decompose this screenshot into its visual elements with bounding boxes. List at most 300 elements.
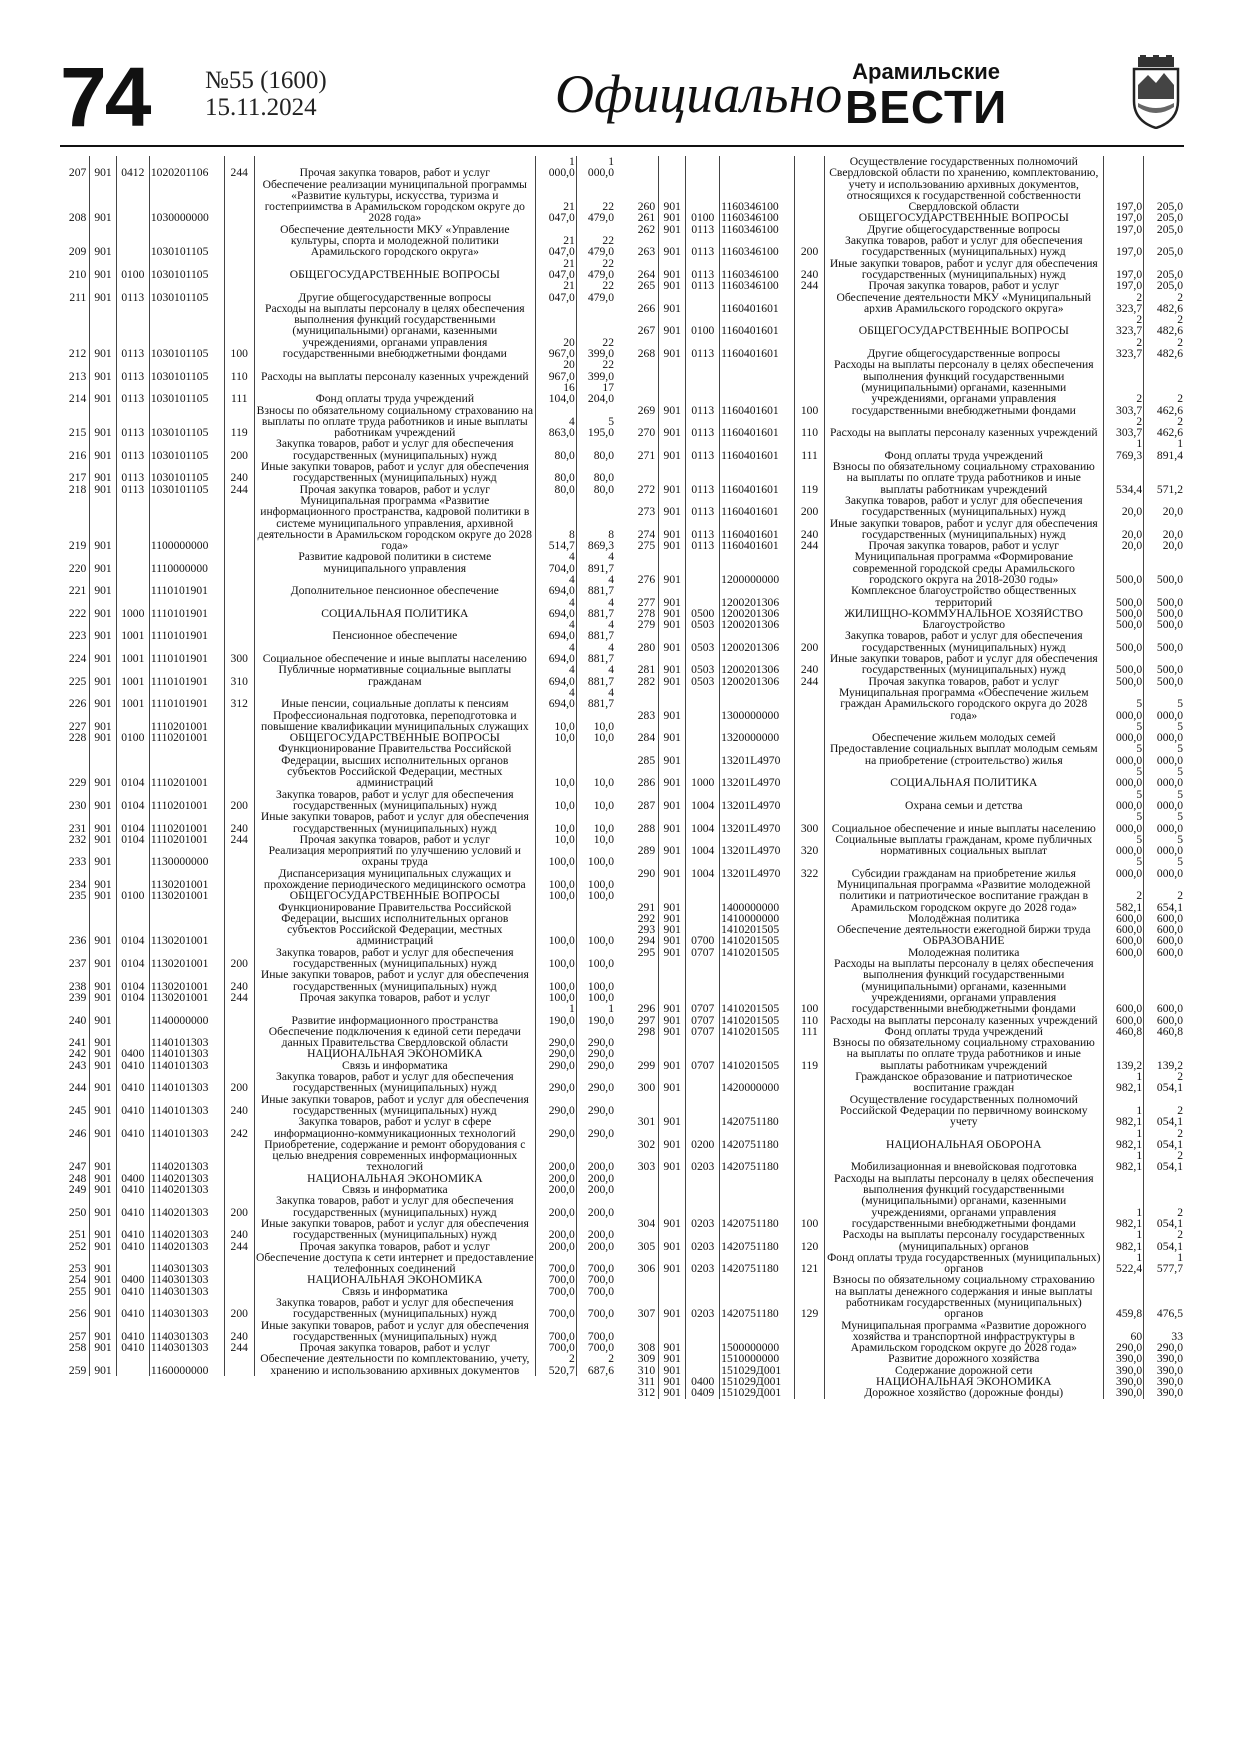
expense-type-code <box>224 1184 254 1195</box>
amount-2027: 5 000,0 <box>1144 811 1184 834</box>
section-code <box>116 224 149 258</box>
row-number: 237 <box>68 957 87 970</box>
section-code: 0113 <box>116 382 149 405</box>
section-code: 0104 <box>116 811 149 834</box>
expense-name: Иные пенсии, социальные доплаты к пенсиям <box>254 687 535 710</box>
amount-2026: 80,0 <box>536 438 577 461</box>
section-code: 0113 <box>116 461 149 484</box>
newspaper-logo <box>845 59 1008 133</box>
section-code <box>116 1003 149 1026</box>
amount-2026: 200,0 <box>536 1195 577 1218</box>
expense-type-code <box>795 743 824 766</box>
admin-code: 901 <box>659 834 686 857</box>
target-article-code: 1140301303 <box>149 1342 224 1353</box>
section-title: Официально <box>555 64 843 124</box>
admin-code: 901 <box>659 258 686 281</box>
expense-type-code <box>224 902 254 947</box>
section-code <box>686 156 720 212</box>
table-row <box>60 1320 615 1343</box>
target-article-code: 151029Д001 <box>720 1365 795 1376</box>
expense-type-code: 244 <box>224 992 254 1003</box>
table-row <box>627 834 1184 857</box>
section-code: 0113 <box>686 258 720 281</box>
target-article-code: 1160346100 <box>720 258 795 281</box>
row-number: 279 <box>637 619 656 631</box>
amount-2026: 197,0 <box>1103 258 1143 281</box>
target-article-code: 1420751180 <box>720 1128 795 1151</box>
admin-code: 901 <box>90 484 116 495</box>
logo-top-text: Арамильские <box>852 59 1000 84</box>
admin-code: 901 <box>659 879 686 913</box>
admin-code: 901 <box>90 1241 116 1252</box>
page-header <box>60 50 1190 145</box>
expense-type-code: 200 <box>795 630 824 653</box>
amount-2026: 2 323,7 <box>1103 337 1143 360</box>
expense-type-code <box>224 743 254 788</box>
table-row <box>627 212 1184 223</box>
table-row <box>60 868 615 891</box>
expense-type-code <box>224 1353 254 1376</box>
target-article-code: 1030101105 <box>149 438 224 461</box>
table-row <box>627 1353 1184 1364</box>
admin-code: 901 <box>659 743 686 766</box>
section-code: 0203 <box>686 1150 720 1173</box>
section-code <box>686 1094 720 1128</box>
expense-name: Прочая закупка товаров, работ и услуг <box>254 1342 535 1353</box>
table-row <box>60 947 615 970</box>
section-code: 1001 <box>116 687 149 710</box>
table-row <box>627 1094 1184 1128</box>
expense-name: Обеспечение деятельности МКУ «Муниципальный архив Арамильского городского округа» <box>824 292 1103 315</box>
row-number: 211 <box>69 290 87 303</box>
row-number: 262 <box>637 223 656 236</box>
row-number: 248 <box>68 1172 87 1185</box>
target-article-code: 1110201001 <box>149 789 224 812</box>
expense-name: Фонд оплаты труда учреждений <box>254 382 535 405</box>
table-row <box>60 1003 615 1026</box>
row-number: 271 <box>637 448 656 462</box>
admin-code: 901 <box>659 1026 686 1037</box>
table-row <box>60 1274 615 1285</box>
section-code <box>686 879 720 913</box>
issue-info <box>205 67 327 121</box>
expense-type-code <box>795 1387 824 1398</box>
expense-name: Прочая закупка товаров, работ и услуг <box>254 834 535 845</box>
target-article-code: 1140301303 <box>149 1274 224 1285</box>
section-code: 0203 <box>686 1274 720 1319</box>
target-article-code: 1030101105 <box>149 280 224 303</box>
expense-name: Дополнительное пенсионное обеспечение <box>254 574 535 597</box>
admin-code: 901 <box>659 212 686 223</box>
admin-code: 901 <box>90 438 116 461</box>
amount-2026: 700,0 <box>536 1297 577 1320</box>
amount-2027: 5 000,0 <box>1144 789 1184 812</box>
expense-type-code <box>224 732 254 743</box>
target-article-code: 151029Д001 <box>720 1387 795 1398</box>
amount-2027: 500,0 <box>1144 608 1184 619</box>
amount-2027: 100,0 <box>576 992 615 1003</box>
amount-2026: 5 000,0 <box>1103 721 1143 744</box>
admin-code: 901 <box>90 992 116 1003</box>
amount-2026: 460,8 <box>1103 1026 1143 1037</box>
expense-type-code <box>224 1026 254 1049</box>
target-article-code: 1030101105 <box>149 405 224 439</box>
row-number: 268 <box>637 347 656 360</box>
amount-2026: 5 000,0 <box>1103 687 1143 721</box>
amount-2026: 80,0 <box>536 484 577 495</box>
expense-name: ОБЩЕГОСУДАРСТВЕННЫЕ ВОПРОСЫ <box>824 212 1103 223</box>
issue-number: №55 (1600) <box>205 67 327 94</box>
amount-2026: 100,0 <box>536 947 577 970</box>
amount-2026: 600,0 <box>1103 958 1143 1014</box>
amount-2026: 600,0 <box>1103 913 1143 924</box>
row-number: 290 <box>637 866 656 879</box>
expense-name: Расходы на выплаты персоналу казенных учреждений <box>254 359 535 382</box>
table-row <box>60 890 615 901</box>
target-article-code: 1160346100 <box>720 235 795 258</box>
expense-type-code: 240 <box>795 653 824 676</box>
expense-type-code: 121 <box>795 1252 824 1275</box>
admin-code: 901 <box>659 280 686 291</box>
amount-2026: 2 323,7 <box>1103 292 1143 315</box>
section-code: 0100 <box>116 732 149 743</box>
admin-code: 901 <box>659 947 686 958</box>
expense-type-code: 244 <box>795 676 824 687</box>
section-code <box>116 845 149 868</box>
target-article-code: 1400000000 <box>720 879 795 913</box>
section-code: 0503 <box>686 676 720 687</box>
amount-2026: 600,0 <box>1103 924 1143 935</box>
amount-2027: 22 399,0 <box>576 359 615 382</box>
amount-2026: 60 290,0 <box>1103 1320 1143 1354</box>
expense-name: Расходы на выплаты персоналу в целях обеспечения выполнения функций государственными (муниципальными) органами, казенными учреждениями, органами управления государственными внебюджетными фондами <box>824 1173 1103 1229</box>
admin-code: 901 <box>90 1297 116 1320</box>
expense-name: Муниципальная программа «Развитие молодежной политики и патриотическое воспитание граждан в Арамильском городском округе до 2028 года» <box>824 879 1103 913</box>
admin-code: 901 <box>659 1094 686 1128</box>
expense-type-code <box>795 212 824 223</box>
table-row <box>60 1173 615 1184</box>
table-row <box>60 732 615 743</box>
table-row <box>627 856 1184 879</box>
expense-type-code <box>224 1286 254 1297</box>
table-row <box>627 551 1184 585</box>
target-article-code: 1140201303 <box>149 1241 224 1252</box>
amount-2027: 5 195,0 <box>576 405 615 439</box>
admin-code: 901 <box>90 1195 116 1218</box>
amount-2027: 200,0 <box>576 1173 615 1184</box>
table-row <box>60 405 615 439</box>
amount-2027: 10,0 <box>576 811 615 834</box>
amount-2026: 600,0 <box>1103 947 1143 958</box>
section-code: 0100 <box>116 890 149 901</box>
admin-code: 901 <box>659 1274 686 1319</box>
table-row <box>60 1286 615 1297</box>
section-code: 0410 <box>116 1297 149 1320</box>
target-article-code: 1420751180 <box>720 1150 795 1173</box>
row-number: 286 <box>637 776 656 789</box>
admin-code: 901 <box>90 1060 116 1071</box>
amount-2027: 5 000,0 <box>1144 721 1184 744</box>
amount-2026: 200,0 <box>536 1173 577 1184</box>
expense-type-code: 240 <box>224 1320 254 1343</box>
target-article-code: 1110201001 <box>149 710 224 733</box>
table-row <box>627 608 1184 619</box>
target-article-code: 1140101303 <box>149 1026 224 1049</box>
table-row <box>60 1184 615 1195</box>
section-code: 0104 <box>116 834 149 845</box>
amount-2027: 500,0 <box>1144 551 1184 585</box>
row-number: 247 <box>68 1160 87 1173</box>
section-code <box>116 1139 149 1173</box>
amount-2026: 1 982,1 <box>1103 1173 1143 1229</box>
target-article-code: 1420751180 <box>720 1094 795 1128</box>
row-number: 278 <box>637 607 656 620</box>
expense-type-code: 100 <box>795 958 824 1014</box>
target-article-code: 1410201505 <box>720 1015 795 1026</box>
section-code: 0113 <box>116 405 149 439</box>
row-number: 274 <box>637 527 656 541</box>
amount-2027: 4 881,7 <box>576 597 615 620</box>
expense-name: Иные закупки товаров, работ и услуг для обеспечения государственных (муниципальных) нужд <box>824 653 1103 676</box>
target-article-code: 1410201505 <box>720 1037 795 1071</box>
section-code <box>686 721 720 744</box>
section-code: 0113 <box>686 337 720 360</box>
amount-2027: 80,0 <box>576 461 615 484</box>
row-number: 296 <box>637 1002 656 1015</box>
section-code: 0410 <box>116 1218 149 1241</box>
section-code: 0203 <box>686 1173 720 1229</box>
target-article-code: 1030101105 <box>149 382 224 405</box>
expense-name: Закупка товаров, работ и услуг в сфере информационно-коммуникационных технологий <box>254 1116 535 1139</box>
table-row <box>60 992 615 1003</box>
amount-2026: 10,0 <box>536 811 577 834</box>
expense-name: Взносы по обязательному социальному страхованию на выплаты по оплате труда работников и иные выплаты работникам учреждений <box>254 405 535 439</box>
expense-name: СОЦИАЛЬНАЯ ПОЛИТИКА <box>254 597 535 620</box>
row-number: 289 <box>637 844 656 857</box>
row-number: 294 <box>637 935 656 947</box>
target-article-code: 151029Д001 <box>720 1376 795 1387</box>
amount-2026: 600,0 <box>1103 935 1143 946</box>
expense-name: Прочая закупка товаров, работ и услуг <box>254 1241 535 1252</box>
table-row <box>627 1252 1184 1275</box>
section-code <box>686 1365 720 1376</box>
section-code <box>116 1353 149 1376</box>
expense-name: СОЦИАЛЬНАЯ ПОЛИТИКА <box>824 766 1103 789</box>
row-number: 214 <box>68 392 87 405</box>
amount-2027: 700,0 <box>576 1252 615 1275</box>
amount-2026: 600,0 <box>1103 1015 1143 1026</box>
admin-code: 901 <box>90 551 116 574</box>
admin-code: 901 <box>659 495 686 518</box>
amount-2026: 2 520,7 <box>536 1353 577 1376</box>
admin-code: 901 <box>659 1071 686 1094</box>
amount-2026: 290,0 <box>536 1094 577 1117</box>
target-article-code: 1110101901 <box>149 642 224 665</box>
table-row <box>627 337 1184 360</box>
section-code <box>116 1252 149 1275</box>
admin-code: 901 <box>90 1342 116 1353</box>
table-row <box>627 879 1184 913</box>
admin-code: 901 <box>659 416 686 439</box>
amount-2027: 600,0 <box>1144 958 1184 1014</box>
target-article-code: 1420751180 <box>720 1229 795 1252</box>
section-code: 0113 <box>686 461 720 495</box>
row-number: 277 <box>637 595 656 608</box>
expense-type-code <box>795 292 824 315</box>
amount-2027: 1 000,0 <box>576 156 615 179</box>
target-article-code: 1410201505 <box>720 935 795 946</box>
admin-code: 901 <box>90 789 116 812</box>
table-row <box>627 766 1184 789</box>
table-row <box>627 1376 1184 1387</box>
row-number: 223 <box>68 629 87 642</box>
amount-2027: 700,0 <box>576 1320 615 1343</box>
expense-type-code: 100 <box>795 1173 824 1229</box>
amount-2026: 21 047,0 <box>536 280 577 303</box>
table-row <box>60 845 615 868</box>
expense-type-code: 244 <box>224 484 254 495</box>
target-article-code: 1410201505 <box>720 947 795 958</box>
amount-2027: 139,2 <box>1144 1037 1184 1071</box>
amount-2027: 500,0 <box>1144 653 1184 676</box>
table-row <box>627 630 1184 653</box>
section-code: 0100 <box>116 258 149 281</box>
amount-2027: 290,0 <box>576 1026 615 1049</box>
amount-2027: 33 290,0 <box>1144 1320 1184 1354</box>
row-number: 224 <box>68 652 87 665</box>
row-number: 276 <box>637 572 656 586</box>
section-code: 0707 <box>686 958 720 1014</box>
section-code: 0104 <box>116 902 149 947</box>
row-number: 260 <box>637 200 656 213</box>
table-row <box>60 1218 615 1241</box>
amount-2026: 500,0 <box>1103 551 1143 585</box>
admin-code: 901 <box>659 337 686 360</box>
admin-code: 901 <box>659 958 686 1014</box>
amount-2027: 205,0 <box>1144 224 1184 235</box>
admin-code: 901 <box>90 1139 116 1173</box>
section-code: 0500 <box>686 608 720 619</box>
table-row <box>627 518 1184 541</box>
expense-type-code: 312 <box>224 687 254 710</box>
expense-name: Иные закупки товаров, работ и услуг для обеспечения государственных (муниципальных) нужд <box>824 258 1103 281</box>
amount-2027: 500,0 <box>1144 585 1184 608</box>
admin-code: 901 <box>90 1048 116 1059</box>
table-row <box>627 1150 1184 1173</box>
admin-code: 901 <box>90 834 116 845</box>
amount-2026: 290,0 <box>536 1071 577 1094</box>
expense-type-code: 200 <box>795 495 824 518</box>
amount-2026: 1 769,3 <box>1103 438 1143 461</box>
admin-code: 901 <box>90 1184 116 1195</box>
admin-code: 901 <box>659 653 686 676</box>
expense-name: Развитие кадровой политики в системе муниципального управления <box>254 551 535 574</box>
expense-type-code: 300 <box>224 642 254 665</box>
target-article-code: 1130201001 <box>149 947 224 970</box>
admin-code: 901 <box>659 585 686 608</box>
expense-type-code <box>224 1048 254 1059</box>
expense-name: Расходы на выплаты персоналу казенных учреждений <box>824 416 1103 439</box>
table-row <box>60 619 615 642</box>
amount-2027: 205,0 <box>1144 235 1184 258</box>
admin-code: 901 <box>90 1173 116 1184</box>
amount-2027: 2 462,6 <box>1144 359 1184 415</box>
expense-name: Взносы по обязательному социальному страхованию на выплаты по оплате труда работников и иные выплаты работникам учреждений <box>824 1037 1103 1071</box>
amount-2026: 5 000,0 <box>1103 856 1143 879</box>
amount-2026: 20,0 <box>1103 495 1143 518</box>
section-code: 0503 <box>686 653 720 676</box>
table-row <box>627 314 1184 337</box>
expense-type-code: 119 <box>795 1037 824 1071</box>
target-article-code: 1030101105 <box>149 461 224 484</box>
target-article-code: 1110201001 <box>149 811 224 834</box>
admin-code: 901 <box>659 766 686 789</box>
expense-name: НАЦИОНАЛЬНАЯ ЭКОНОМИКА <box>254 1274 535 1285</box>
expense-type-code <box>224 845 254 868</box>
admin-code: 901 <box>659 1252 686 1275</box>
target-article-code: 1140301303 <box>149 1320 224 1343</box>
row-number: 264 <box>637 267 656 281</box>
amount-2027: 390,0 <box>1144 1376 1184 1387</box>
admin-code: 901 <box>659 1128 686 1151</box>
amount-2027: 290,0 <box>576 1060 615 1071</box>
expense-type-code <box>224 890 254 901</box>
expense-name: Осуществление государственных полномочий Свердловской области по хранению, комплектованию, учету и использованию архивных документов, относящихся к государственной собственности Свердловской области <box>824 156 1103 212</box>
admin-code: 901 <box>90 811 116 834</box>
target-article-code: 1110000000 <box>149 551 224 574</box>
expense-type-code <box>795 156 824 212</box>
table-row <box>627 958 1184 1014</box>
amount-2026: 1 982,1 <box>1103 1128 1143 1151</box>
target-article-code: 1160000000 <box>149 1353 224 1376</box>
table-row <box>627 1026 1184 1037</box>
row-number: 284 <box>637 731 656 744</box>
row-number: 287 <box>637 798 656 812</box>
section-code: 0113 <box>116 359 149 382</box>
target-article-code: 1030101105 <box>149 484 224 495</box>
admin-code: 901 <box>659 224 686 235</box>
expense-type-code <box>795 337 824 360</box>
admin-code: 901 <box>90 1116 116 1139</box>
row-number: 304 <box>637 1216 656 1230</box>
expense-type-code: 200 <box>224 947 254 970</box>
row-number: 301 <box>637 1115 656 1128</box>
amount-2027: 600,0 <box>1144 935 1184 946</box>
expense-name: Функционирование Правительства Российской Федерации, высших исполнительных органов субъектов Российской Федерации, местных администраций <box>254 743 535 788</box>
expense-name: Пенсионное обеспечение <box>254 619 535 642</box>
amount-2026: 390,0 <box>1103 1376 1143 1387</box>
admin-code: 901 <box>90 902 116 947</box>
table-row <box>627 913 1184 924</box>
amount-2027: 20,0 <box>1144 518 1184 541</box>
section-code: 0113 <box>116 438 149 461</box>
admin-code: 901 <box>659 1173 686 1229</box>
amount-2026: 20,0 <box>1103 518 1143 541</box>
row-number: 308 <box>637 1341 656 1354</box>
expense-type-code <box>795 619 824 630</box>
section-code: 0203 <box>686 1229 720 1252</box>
table-row <box>60 1060 615 1071</box>
expense-name: ОБЩЕГОСУДАРСТВЕННЫЕ ВОПРОСЫ <box>824 314 1103 337</box>
target-article-code: 1030101105 <box>149 224 224 258</box>
row-number: 231 <box>68 821 87 834</box>
amount-2026: 21 047,0 <box>536 258 577 281</box>
amount-2027: 390,0 <box>1144 1353 1184 1364</box>
section-code <box>686 585 720 608</box>
amount-2026: 1 982,1 <box>1103 1094 1143 1128</box>
expense-name: Закупка товаров, работ и услуг для обеспечения государственных (муниципальных) нужд <box>254 1071 535 1094</box>
table-row <box>60 642 615 665</box>
